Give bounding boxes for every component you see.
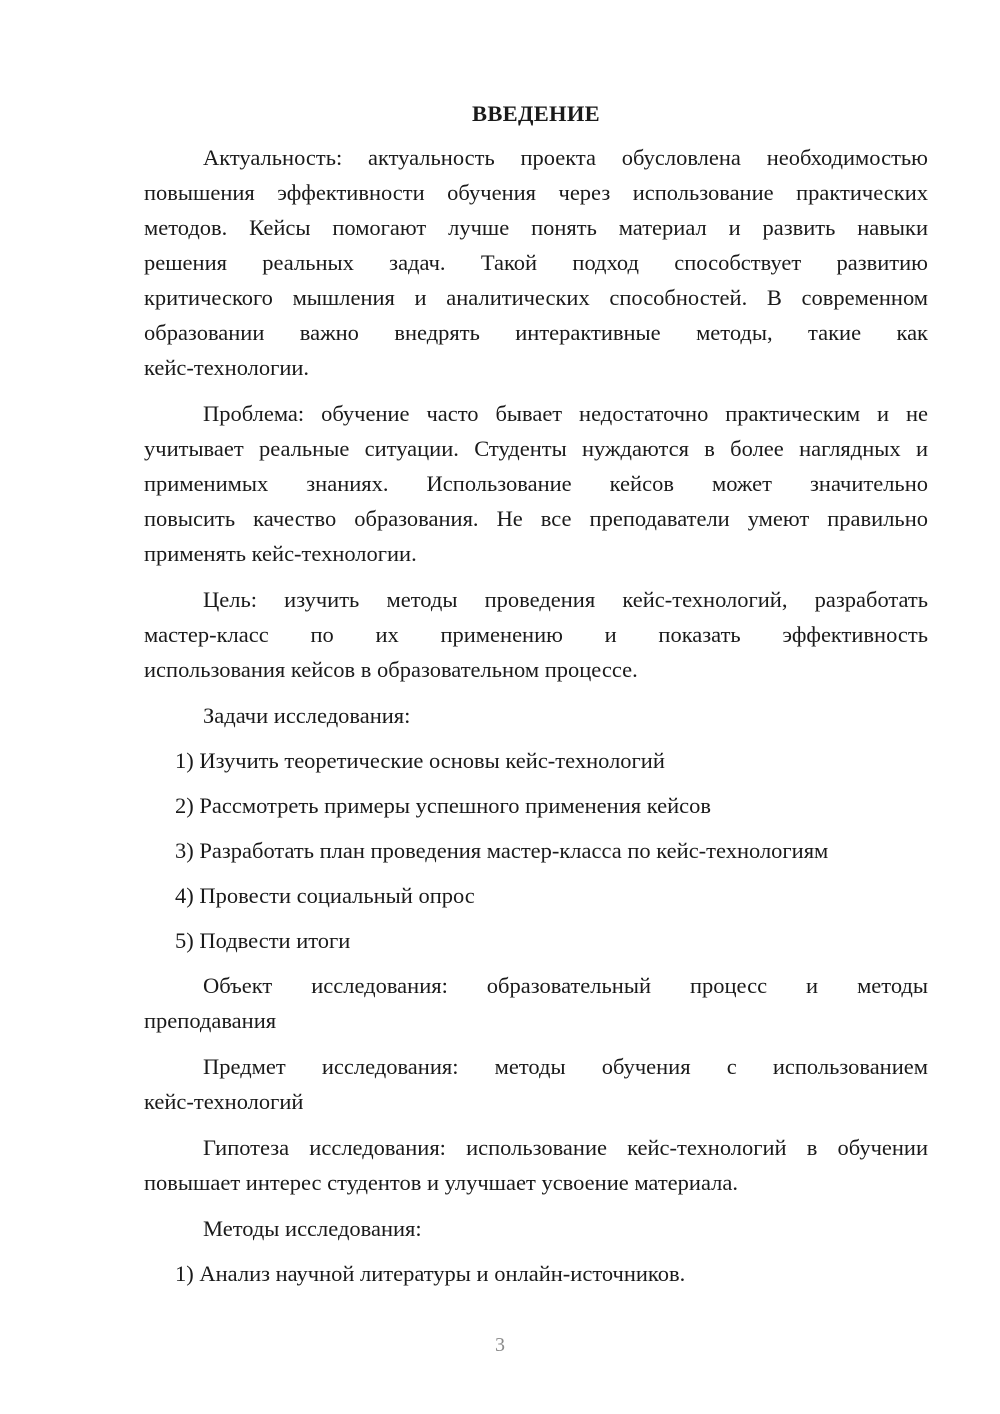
paragraph-line: Цель: изучить методы проведения кейс-технологий, разработать (203, 587, 928, 612)
relevance-paragraph (144, 140, 928, 385)
paragraph-line: учитывает реальные ситуации. Студенты нуждаются в более наглядных и (144, 436, 928, 461)
paragraph-line: кейс-технологии. (144, 355, 310, 380)
method-item: 1) Анализ научной литературы и онлайн-источников. (175, 1261, 686, 1286)
paragraph-line: Гипотеза исследования: использование кейс-технологий в обучении (203, 1135, 928, 1160)
task-item: 4) Провести социальный опрос (175, 883, 475, 908)
paragraph-line: Проблема: обучение часто бывает недостаточно практическим и не (203, 401, 928, 426)
paragraph-line: применять кейс-технологии. (144, 541, 417, 566)
problem-paragraph (144, 396, 928, 571)
task-item: 3) Разработать план проведения мастер-класса по кейс-технологиям (175, 838, 829, 863)
methods-label: Методы исследования: (203, 1216, 422, 1241)
paragraph-line: преподавания (144, 1008, 277, 1033)
paragraph-line: решения реальных задач. Такой подход способствует развитию (144, 250, 928, 275)
paragraph-line: использования кейсов в образовательном процессе. (144, 657, 638, 682)
paragraph-line: критического мышления и аналитических способностей. В современном (144, 285, 928, 310)
paragraph-line: мастер-класс по их применению и показать эффективность (144, 622, 928, 647)
tasks-label: Задачи исследования: (203, 703, 411, 728)
hypothesis-paragraph (144, 1130, 928, 1200)
paragraph-line: повышает интерес студентов и улучшает усвоение материала. (144, 1170, 738, 1195)
object-paragraph (144, 968, 928, 1038)
paragraph-line: повысить качество образования. Не все преподаватели умеют правильно (144, 506, 928, 531)
paragraph-line: методов. Кейсы помогают лучше понять материал и развить навыки (144, 215, 928, 240)
task-item: 5) Подвести итоги (175, 928, 351, 953)
paragraph-line: Предмет исследования: методы обучения с использованием (203, 1054, 928, 1079)
section-title: ВВЕДЕНИЕ (472, 101, 600, 126)
paragraph-line: Актуальность: актуальность проекта обусловлена необходимостью (203, 145, 928, 170)
page-content (144, 96, 928, 1301)
paragraph-line: образовании важно внедрять интерактивные методы, такие как (144, 320, 928, 345)
paragraph-line: применимых знаниях. Использование кейсов может значительно (144, 471, 928, 496)
paragraph-line: повышения эффективности обучения через использование практических (144, 180, 928, 205)
goal-paragraph (144, 582, 928, 687)
page-number: 3 (495, 1334, 505, 1356)
paragraph-line: Объект исследования: образовательный процесс и методы (203, 973, 928, 998)
task-item: 2) Рассмотреть примеры успешного применения кейсов (175, 793, 711, 818)
paragraph-line: кейс-технологий (144, 1089, 304, 1114)
task-item: 1) Изучить теоретические основы кейс-технологий (175, 748, 665, 773)
subject-paragraph (144, 1049, 928, 1119)
